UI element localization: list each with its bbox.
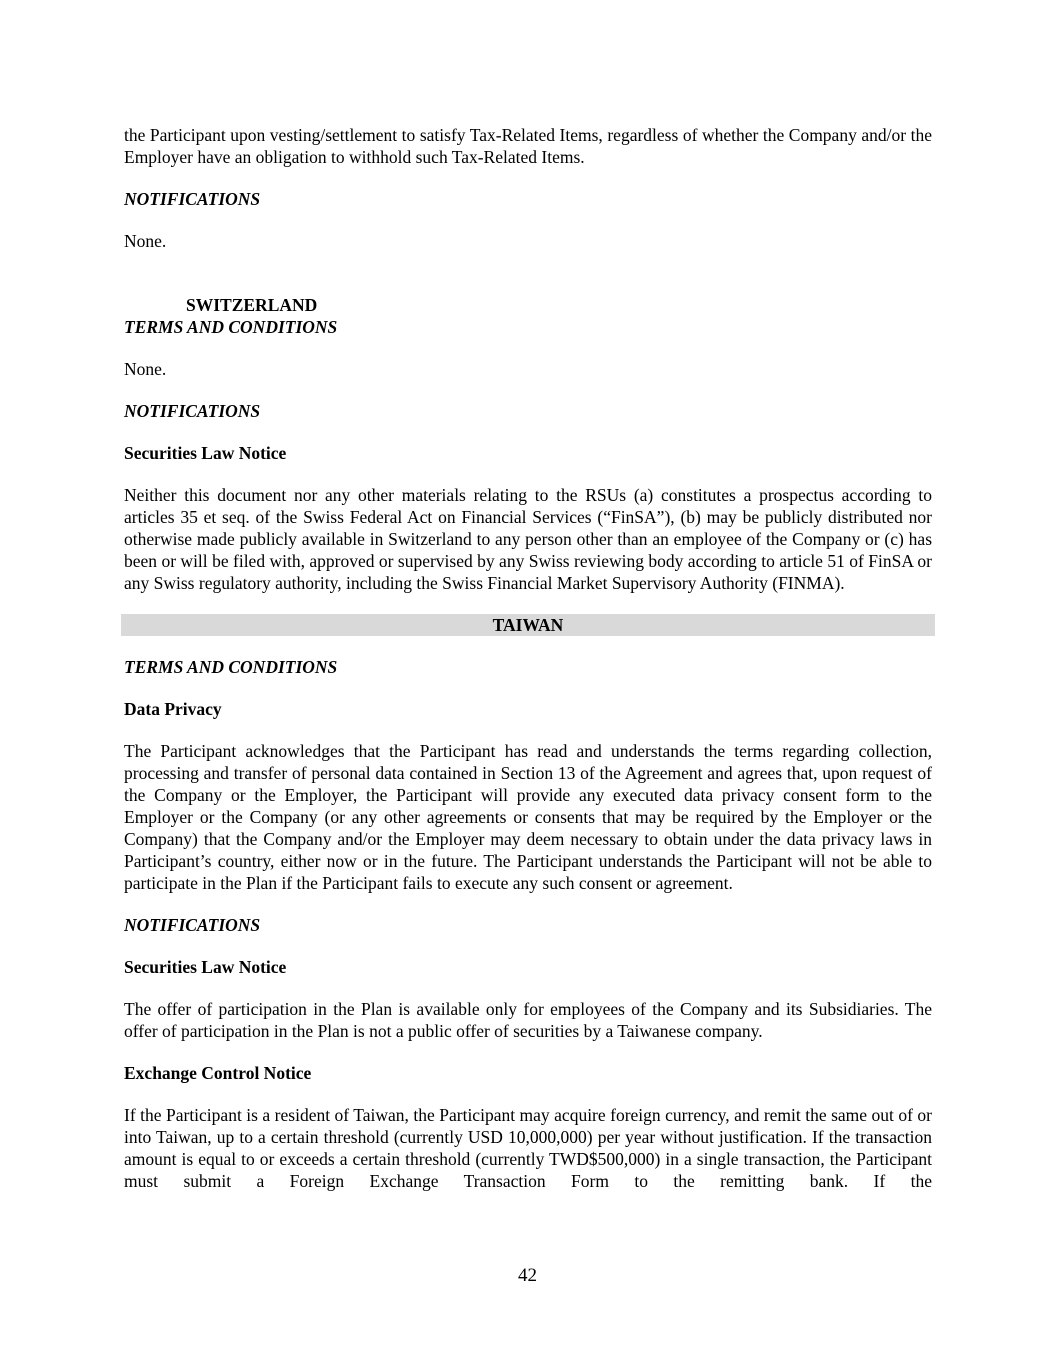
taiwan-data-privacy-body: The Participant acknowledges that the Participant has read and understands the terms regarding collection, processing and transfer of personal data contained in Section 13 of the Agreement and agrees that, upon request of the Company or the Employer, the Participant will provide any executed data privacy consent form to the Employer or the Company (or any other agreements or consents that may be required by the Employer or the Company) that the Company and/or the Employer may deem necessary to obtain under the data privacy laws in Participant’s country, either now or in the future. The Participant understands the Participant will not be able to participate in the Plan if the Participant fails to execute any such consent or agreement. [124,741,932,893]
switzerland-terms-body: None. [124,359,167,379]
taiwan-data-privacy-heading: Data Privacy [124,699,222,719]
document-page [124,124,932,1212]
taiwan-exchange-body: If the Participant is a resident of Taiwan, the Participant may acquire foreign currency, and remit the same out of or into Taiwan, up to a certain threshold (currently USD 10,000,000) per year without justification. If the transaction amount is equal to or exceeds a certain threshold (currently TWD$500,000) in a single transaction, the Participant must submit a Foreign Exchange Transaction Form to the remitting bank. If the [124,1105,932,1191]
intro-notifications-heading: NOTIFICATIONS [124,189,261,209]
taiwan-section [124,614,932,1192]
intro-notifications-body: None. [124,231,167,251]
taiwan-securities-heading: Securities Law Notice [124,957,287,977]
switzerland-country-title: SWITZERLAND [186,295,318,315]
taiwan-country-banner: TAIWAN [121,614,935,636]
switzerland-notifications-heading: NOTIFICATIONS [124,401,261,421]
switzerland-terms-heading: TERMS AND CONDITIONS [124,317,338,337]
taiwan-terms-heading: TERMS AND CONDITIONS [124,657,338,677]
taiwan-exchange-heading: Exchange Control Notice [124,1063,312,1083]
taiwan-securities-body: The offer of participation in the Plan is available only for employees of the Company and its Subsidiaries. The offer of participation in the Plan is not a public offer of securities by a Taiwanese company. [124,999,932,1041]
switzerland-securities-body: Neither this document nor any other materials relating to the RSUs (a) constitutes a prospectus according to articles 35 et seq. of the Swiss Federal Act on Financial Services (“FinSA”), (b) may be publicly distributed nor otherwise made publicly available in Switzerland to any person other than an employee of the Company or (c) has been or will be filed with, approved or supervised by any Swiss reviewing body according to article 51 of FinSA or any Swiss regulatory authority, including the Swiss Financial Market Supervisory Authority (FINMA). [124,485,932,593]
switzerland-section [124,294,932,594]
page-number: 42 [518,1265,537,1286]
taiwan-notifications-heading: NOTIFICATIONS [124,915,261,935]
switzerland-securities-heading: Securities Law Notice [124,443,287,463]
intro-continuation-text: the Participant upon vesting/settlement to satisfy Tax-Related Items, regardless of whether the Company and/or the Employer have an obligation to withhold such Tax-Related Items. [124,125,932,167]
